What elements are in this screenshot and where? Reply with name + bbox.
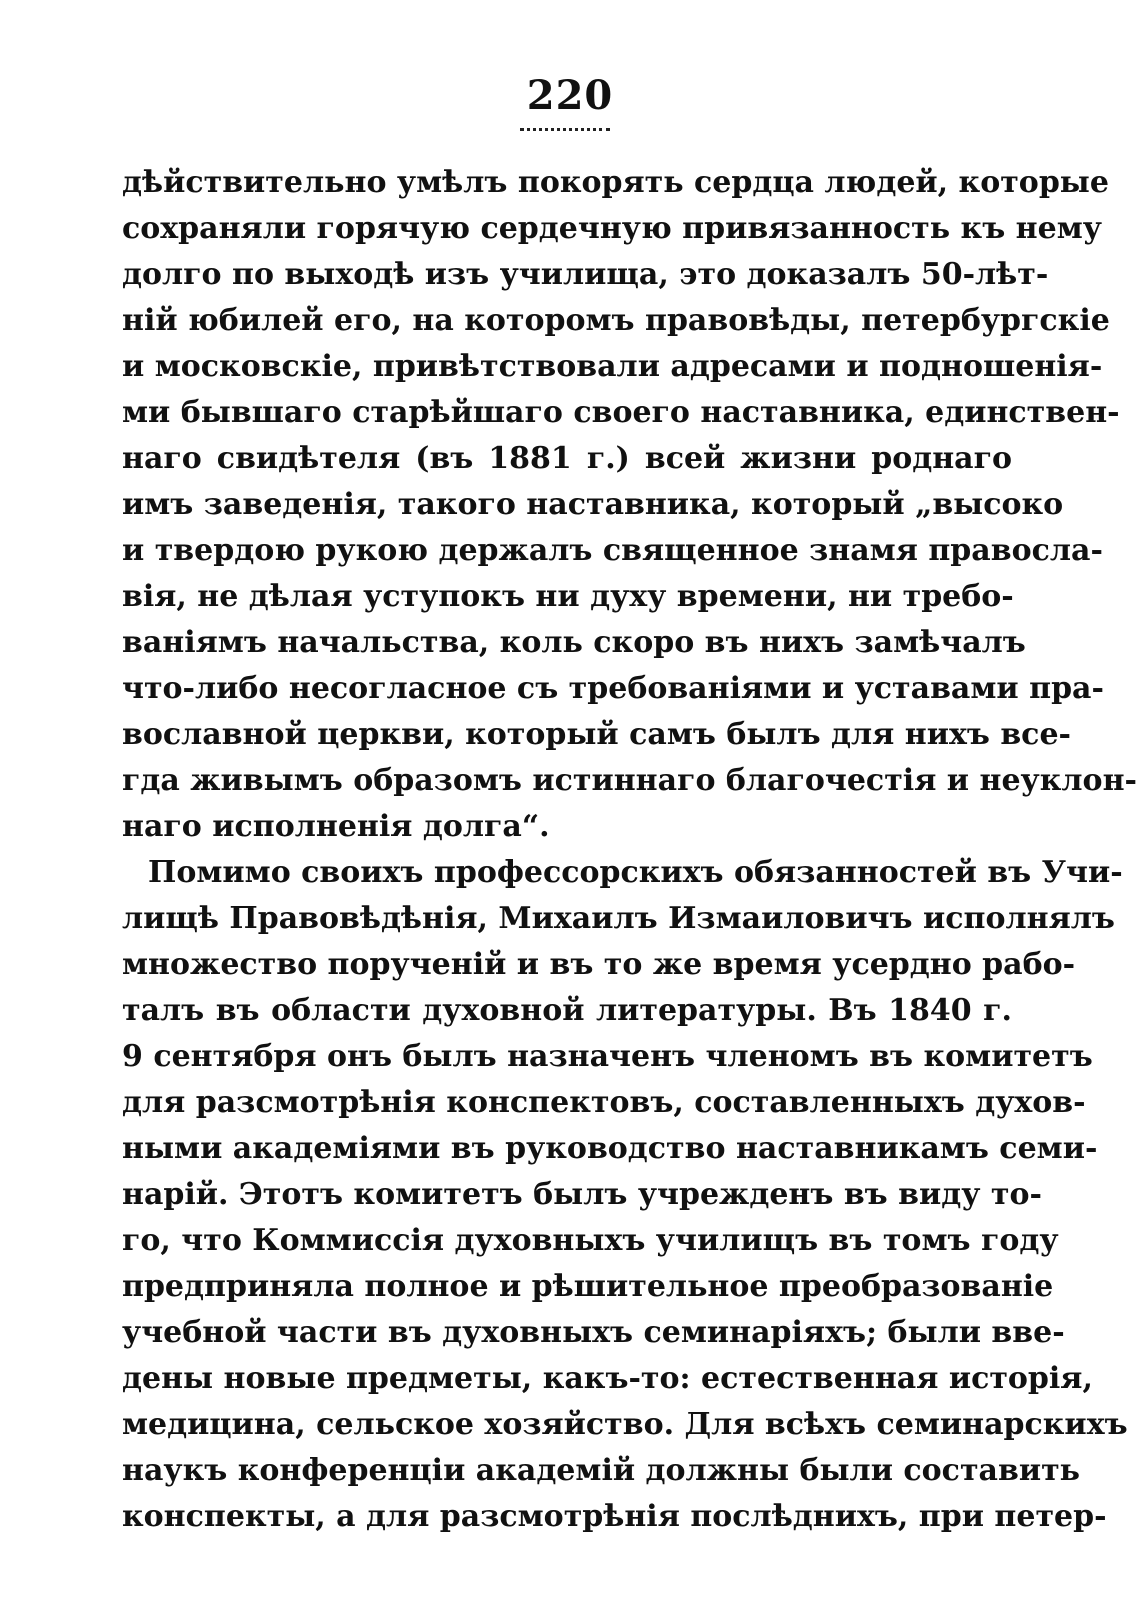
text-line: дѣйствительно умѣлъ покорять сердца людей, которые (122, 165, 1109, 200)
text-line: ными академіями въ руководство наставникамъ семи- (122, 1131, 1098, 1166)
body-text (122, 160, 1137, 1540)
text-line: сохраняли горячую сердечную привязанность къ нему (122, 211, 1102, 246)
text-line: гда живымъ образомъ истиннаго благочестія и неуклон- (122, 763, 1137, 798)
text-line: вославной церкви, который самъ былъ для нихъ все- (122, 717, 1071, 752)
text-line: вія, не дѣлая уступокъ ни духу времени, ни требо- (122, 579, 1014, 614)
text-line: и московскіе, привѣтствовали адресами и подношенія- (122, 349, 1103, 384)
text-line: множество порученій и въ то же время усердно рабо- (122, 947, 1076, 982)
page-number-rule (520, 128, 610, 131)
text-line: талъ въ области духовной литературы. Въ 1840 г. (122, 993, 1012, 1028)
text-line: наго исполненія долга“. (122, 809, 550, 844)
text-line: наго свидѣтеля (въ 1881 г.) всей жизни роднаго (122, 441, 1012, 476)
text-line: 9 сентября онъ былъ назначенъ членомъ въ комитетъ (122, 1039, 1093, 1074)
text-line: ній юбилей его, на которомъ правовѣды, петербургскіе (122, 303, 1110, 338)
text-line: для разсмотрѣнія конспектовъ, составленныхъ духов- (122, 1085, 1086, 1120)
text-line: наукъ конференціи академій должны были составить (122, 1453, 1081, 1488)
text-line: ваніямъ начальства, коль скоро въ нихъ замѣчалъ (122, 625, 1026, 660)
paragraph (122, 850, 1128, 1540)
text-line: предприняла полное и рѣшительное преобразованіе (122, 1269, 1054, 1304)
text-line: что-либо несогласное съ требованіями и уставами пра- (122, 671, 1104, 706)
text-line: ми бывшаго старѣйшаго своего наставника, единствен- (122, 395, 1120, 430)
text-line: имъ заведенія, такого наставника, который „высоко (122, 487, 1064, 522)
text-line: нарій. Этотъ комитетъ былъ учрежденъ въ виду то- (122, 1177, 1042, 1212)
text-line: учебной части въ духовныхъ семинаріяхъ; были вве- (122, 1315, 1065, 1350)
page-number: 220 (526, 72, 614, 119)
text-line: долго по выходѣ изъ училища, это доказалъ 50-лѣт- (122, 257, 1049, 292)
paragraph (122, 160, 1137, 850)
text-line: лищѣ Правовѣдѣнія, Михаилъ Измаиловичъ исполнялъ (122, 901, 1115, 936)
text-line: Помимо своихъ профессорскихъ обязанностей въ Учи- (148, 855, 1123, 890)
text-line: медицина, сельское хозяйство. Для всѣхъ семинарскихъ (122, 1407, 1128, 1442)
text-line: го, что Коммиссія духовныхъ училищъ въ томъ году (122, 1223, 1059, 1258)
text-line: дены новые предметы, какъ-то: естественная исторія, (122, 1361, 1093, 1396)
text-line: конспекты, а для разсмотрѣнія послѣднихъ, при петер- (122, 1499, 1107, 1534)
text-line: и твердою рукою держалъ священное знамя правосла- (122, 533, 1103, 568)
